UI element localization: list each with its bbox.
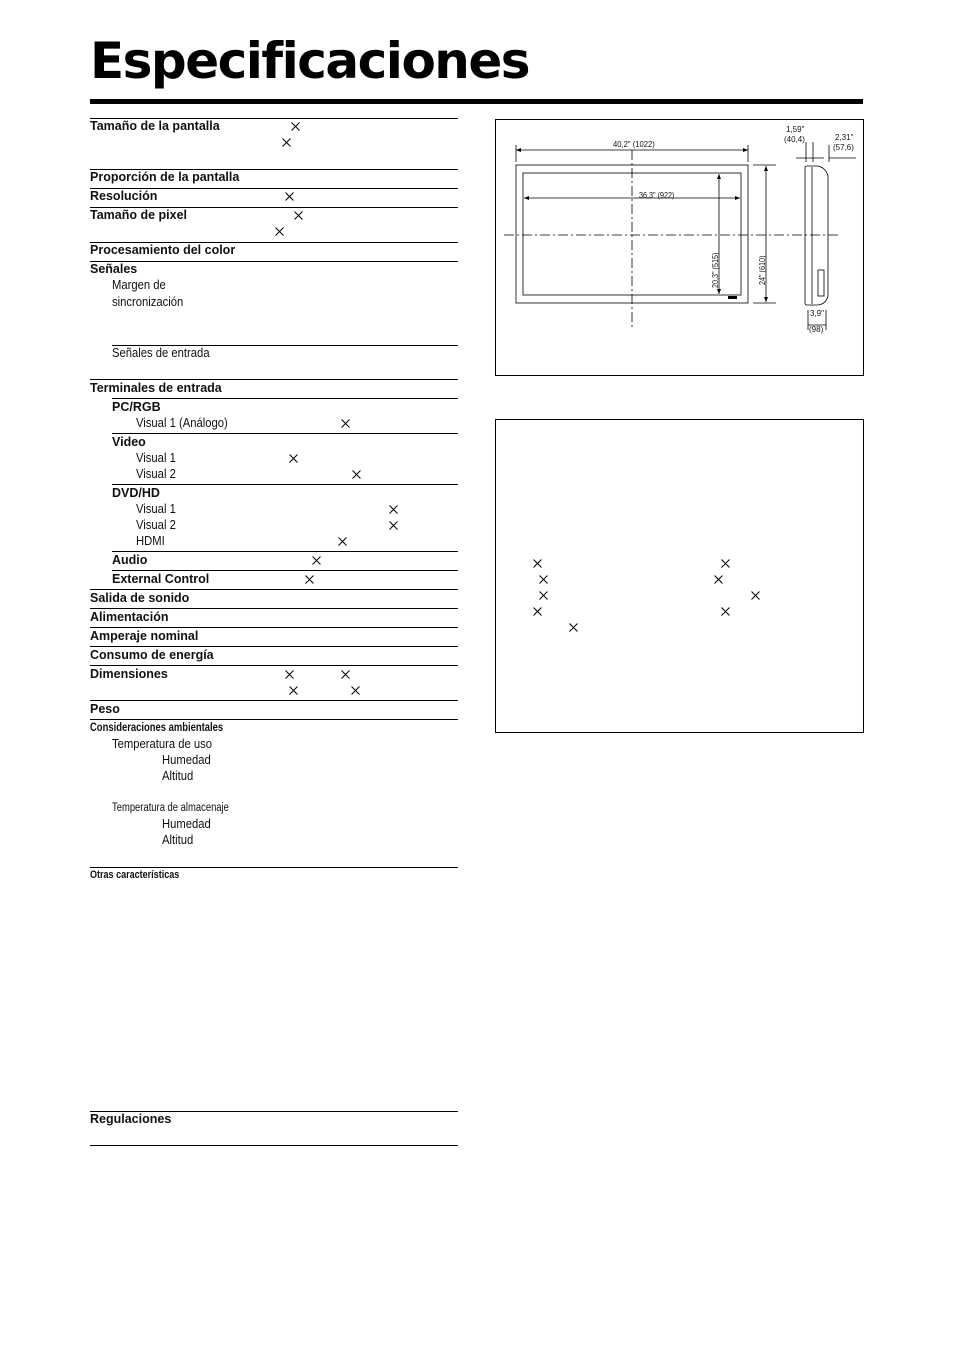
multiply-icon [538,590,549,601]
spec-label-consumption: Consumo de energía [90,648,214,662]
spec-label-pcrgb: PC/RGB [112,400,161,414]
spec-label-hdmi: HDMI [136,534,165,548]
spec-label-signals: Señales [90,262,138,276]
multiply-icon [337,536,348,547]
spec-label-aspect: Proporción de la pantalla [90,170,240,184]
multiply-icon [288,685,299,696]
multiply-icon [281,137,292,148]
spec-label-storage-temp: Temperatura de almacenaje [112,802,229,814]
spec-label-visual1-analog: Visual 1 (Análogo) [136,416,228,430]
spec-label-other: Otras características [90,869,180,881]
spec-label-audio: Audio [112,553,148,567]
spec-label-op-temp: Temperatura de uso [112,737,213,751]
spec-label-terminals: Terminales de entrada [90,381,222,395]
dimension-diagram [495,119,864,376]
multiply-icon [284,669,295,680]
spec-label-op-altitude: Altitud [162,769,194,783]
spec-label-video-visual2: Visual 2 [136,467,176,481]
spec-label-power: Alimentación [90,610,169,624]
multiply-icon [340,669,351,680]
divider [90,1145,458,1146]
spec-label-sync2: sincronización [112,295,184,309]
info-box [495,419,864,733]
multiply-icon [388,520,399,531]
multiply-icon [532,606,543,617]
divider [90,379,458,380]
dimension-depth-side-label1: 2,31" [835,133,854,142]
spec-label-input-signals: Señales de entrada [112,346,210,360]
spec-label-external-control: External Control [112,572,210,586]
spec-label-dvdhd: DVD/HD [112,486,160,500]
page-title: Especificaciones [90,32,530,90]
spec-label-video: Video [112,435,146,449]
multiply-icon [293,210,304,221]
divider [90,627,458,628]
spec-label-weight: Peso [90,702,120,716]
spec-label-video-visual1: Visual 1 [136,451,176,465]
spec-label-color: Procesamiento del color [90,243,236,257]
multiply-icon [720,558,731,569]
divider [112,570,458,571]
spec-label-screen-size: Tamaño de la pantalla [90,119,220,133]
multiply-icon [538,574,549,585]
multiply-icon [304,574,315,585]
multiply-icon [388,504,399,515]
dimension-depth-bottom-label2: (98) [809,325,824,334]
spec-label-sync1: Margen de [112,278,166,292]
spec-label-environment: Consideraciones ambientales [90,722,224,734]
multiply-icon [568,622,579,633]
dimension-drawing [496,120,863,375]
spec-label-current: Amperaje nominal [90,629,199,643]
multiply-icon [288,453,299,464]
spec-label-pixel: Tamaño de pixel [90,208,188,222]
divider [112,433,458,434]
multiply-icon [311,555,322,566]
divider [90,589,458,590]
multiply-icon [713,574,724,585]
multiply-icon [340,418,351,429]
spec-label-dimensions: Dimensiones [90,667,168,681]
spec-label-sound-output: Salida de sonido [90,591,190,605]
multiply-icon [274,226,285,237]
divider [112,398,458,399]
multiply-icon [284,191,295,202]
spec-label-dvd-visual2: Visual 2 [136,518,176,532]
dimension-depth-top-label2: (40,4) [784,135,805,144]
dimension-inner-width-label: 36,3" (922) [639,191,675,200]
divider [90,665,458,666]
dimension-height-label: 24" (610) [758,255,767,285]
divider [112,484,458,485]
spec-label-storage-altitude: Altitud [162,833,194,847]
divider [90,261,458,262]
divider [112,551,458,552]
multiply-icon [720,606,731,617]
multiply-icon [750,590,761,601]
spec-label-op-humidity: Humedad [162,753,211,767]
multiply-icon [290,121,301,132]
dimension-width-label: 40,2" (1022) [613,139,655,149]
dimension-depth-top-label1: 1,59" [786,125,805,134]
multiply-icon [350,685,361,696]
divider [90,646,458,647]
divider [90,700,458,701]
multiply-icon [532,558,543,569]
multiply-icon [351,469,362,480]
spec-label-dvd-visual1: Visual 1 [136,502,176,516]
spec-label-regulations: Regulaciones [90,1112,172,1126]
title-rule [90,99,863,104]
dimension-inner-height-label: 20,3" (515) [711,252,720,288]
divider [90,719,458,720]
spec-label-resolution: Resolución [90,189,158,203]
dimension-depth-bottom-label1: 3,9" [810,309,824,318]
spec-label-storage-humidity: Humedad [162,817,211,831]
dimension-depth-side-label2: (57,6) [833,143,854,152]
divider [90,608,458,609]
